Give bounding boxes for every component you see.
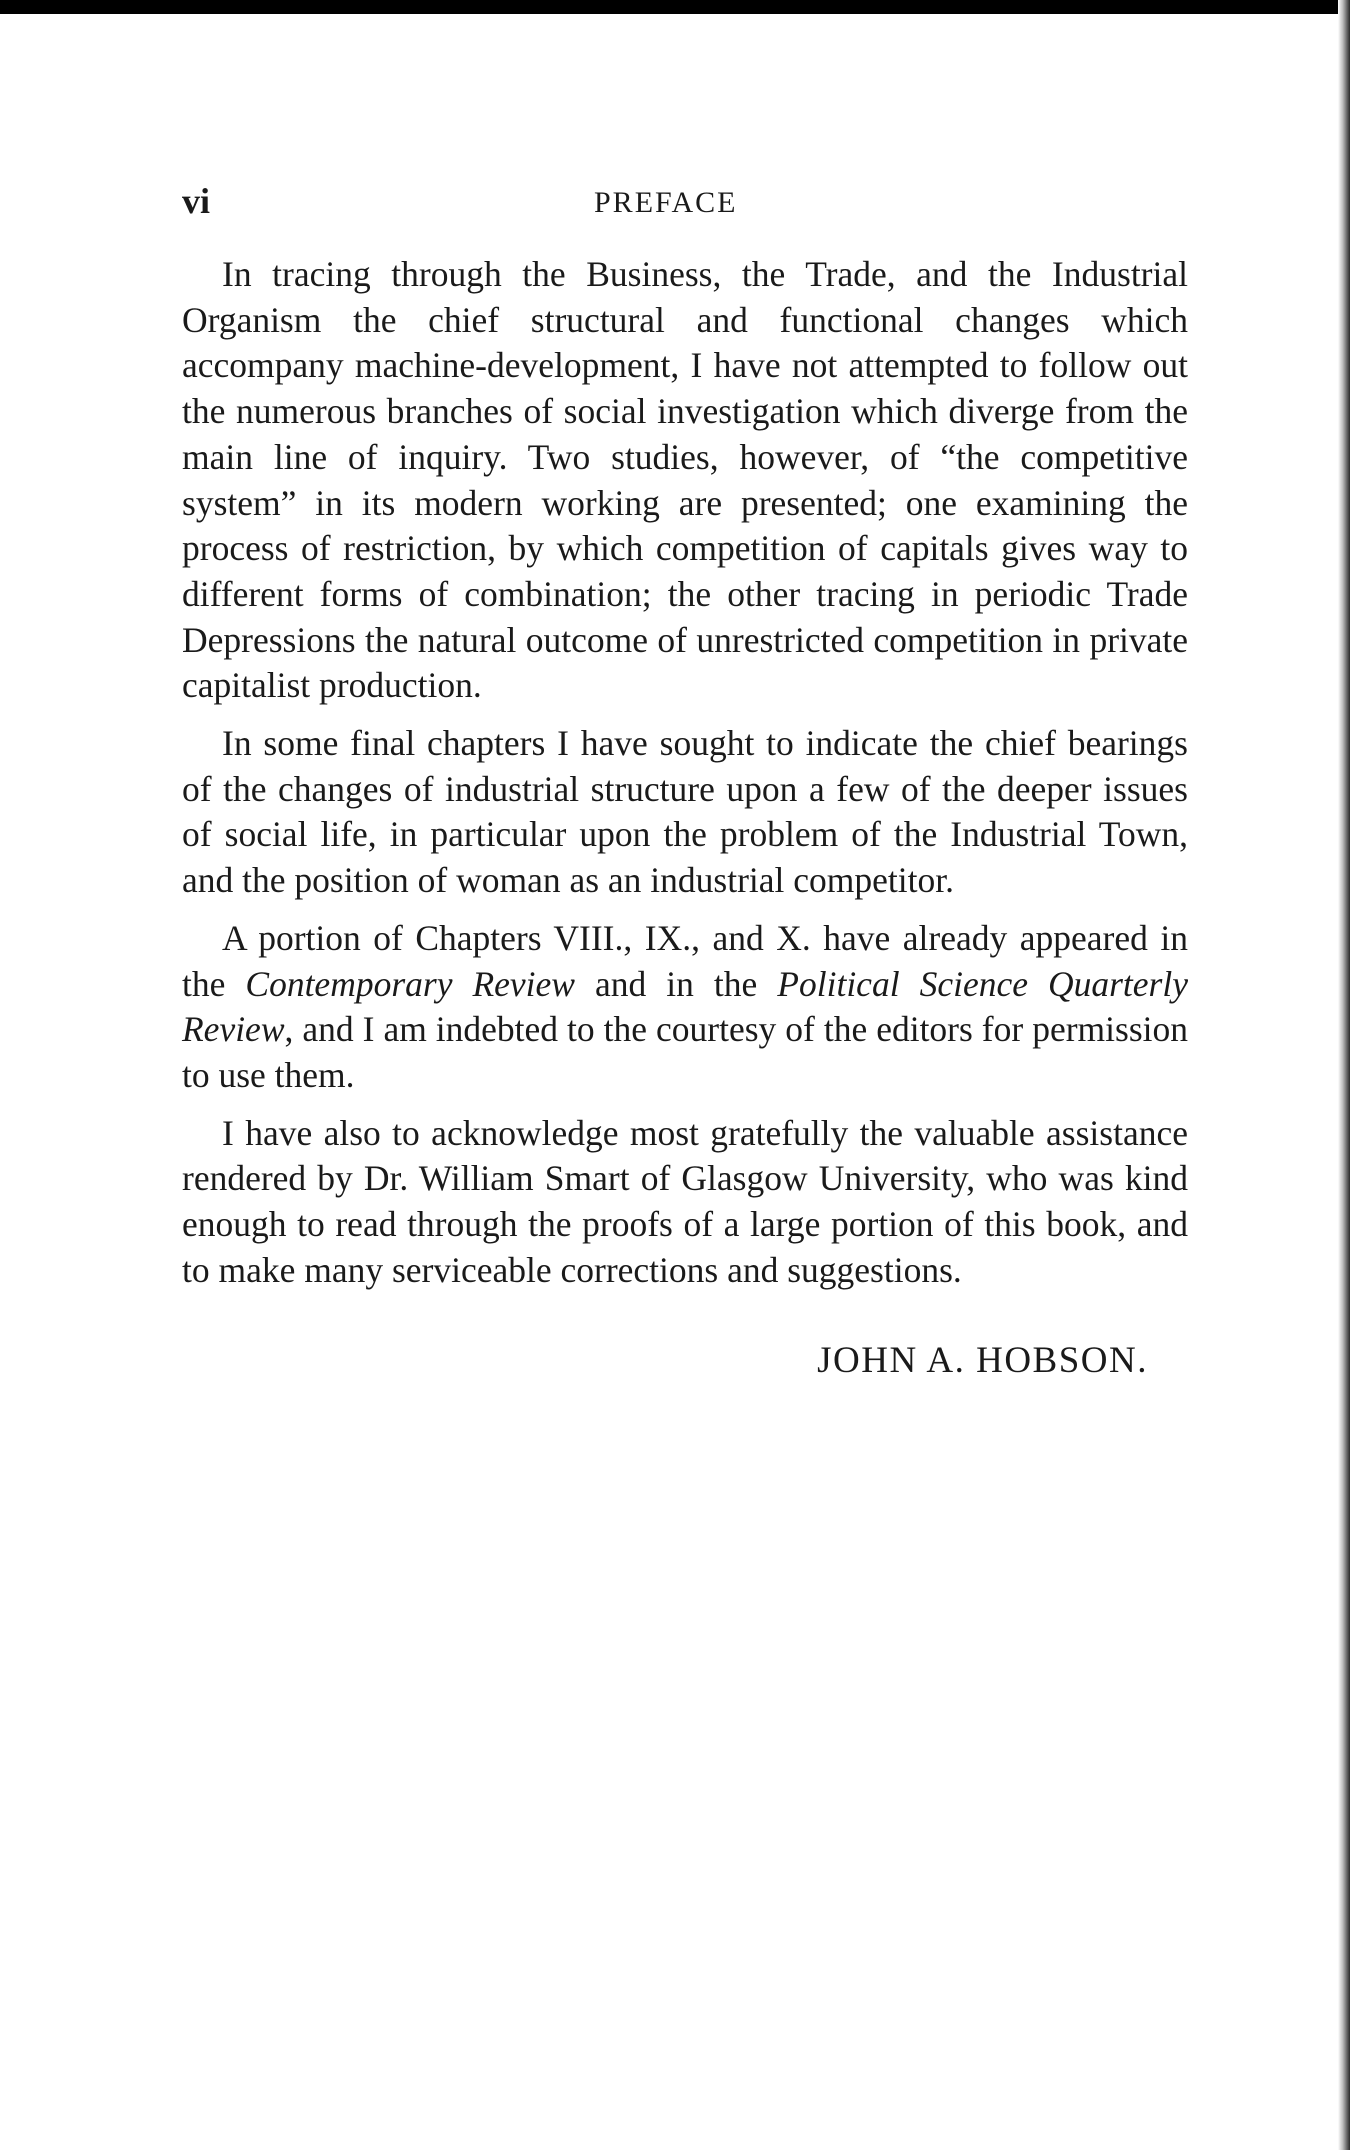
page-binding-edge bbox=[1338, 0, 1350, 2150]
paragraph-3-text-c: , and I am indebted to the courtesy of the editors for permission to use them. bbox=[182, 1009, 1188, 1095]
page-number: vi bbox=[182, 181, 211, 221]
paragraph-1: In tracing through the Business, the Trade, and the Industrial Organism the chief structural and functional changes which accompany machine-development, I have not attempted to follow out the numerous branches of social investigation which diverge from the main line of inquiry. Two studies, however, of “the competitive system” in its modern working are presented; one examining the process of restriction, by which competition of capitals gives way to different forms of combination; the other tracing in periodic Trade Depressions the natural outcome of unrestricted competition in private capitalist production. bbox=[182, 254, 1188, 706]
author-signature: JOHN A. HOBSON. bbox=[817, 1340, 1148, 1382]
preface-body bbox=[182, 252, 1188, 1293]
paragraph-3-text-a: A portion of Chapters VIII., IX., and X. have already appeared in the bbox=[182, 917, 1188, 1004]
running-title: PREFACE bbox=[594, 186, 738, 219]
paragraph-4: I have also to acknowledge most gratefully the valuable assistance rendered by Dr. William Smart of Glasgow University, who was kind enough to read through the proofs of a large portion of this book, and to make many serviceable corrections and suggestions. bbox=[182, 1112, 1188, 1290]
journal-title-political-science-quarterly: Political Science Quarterly Review bbox=[182, 963, 1188, 1050]
paragraph-3-text-b: and in the bbox=[574, 963, 778, 1004]
book-page bbox=[182, 180, 1188, 1382]
running-head bbox=[182, 180, 1188, 240]
page-top-edge bbox=[0, 0, 1350, 14]
journal-title-contemporary-review: Contemporary Review bbox=[245, 963, 575, 1004]
paragraph-3 bbox=[182, 916, 1188, 1099]
paragraph-2: In some final chapters I have sought to indicate the chief bearings of the changes of industrial structure upon a few of the deeper issues of social life, in particular upon the problem of the Industrial Town, and the position of woman as an industrial competitor. bbox=[182, 723, 1188, 901]
